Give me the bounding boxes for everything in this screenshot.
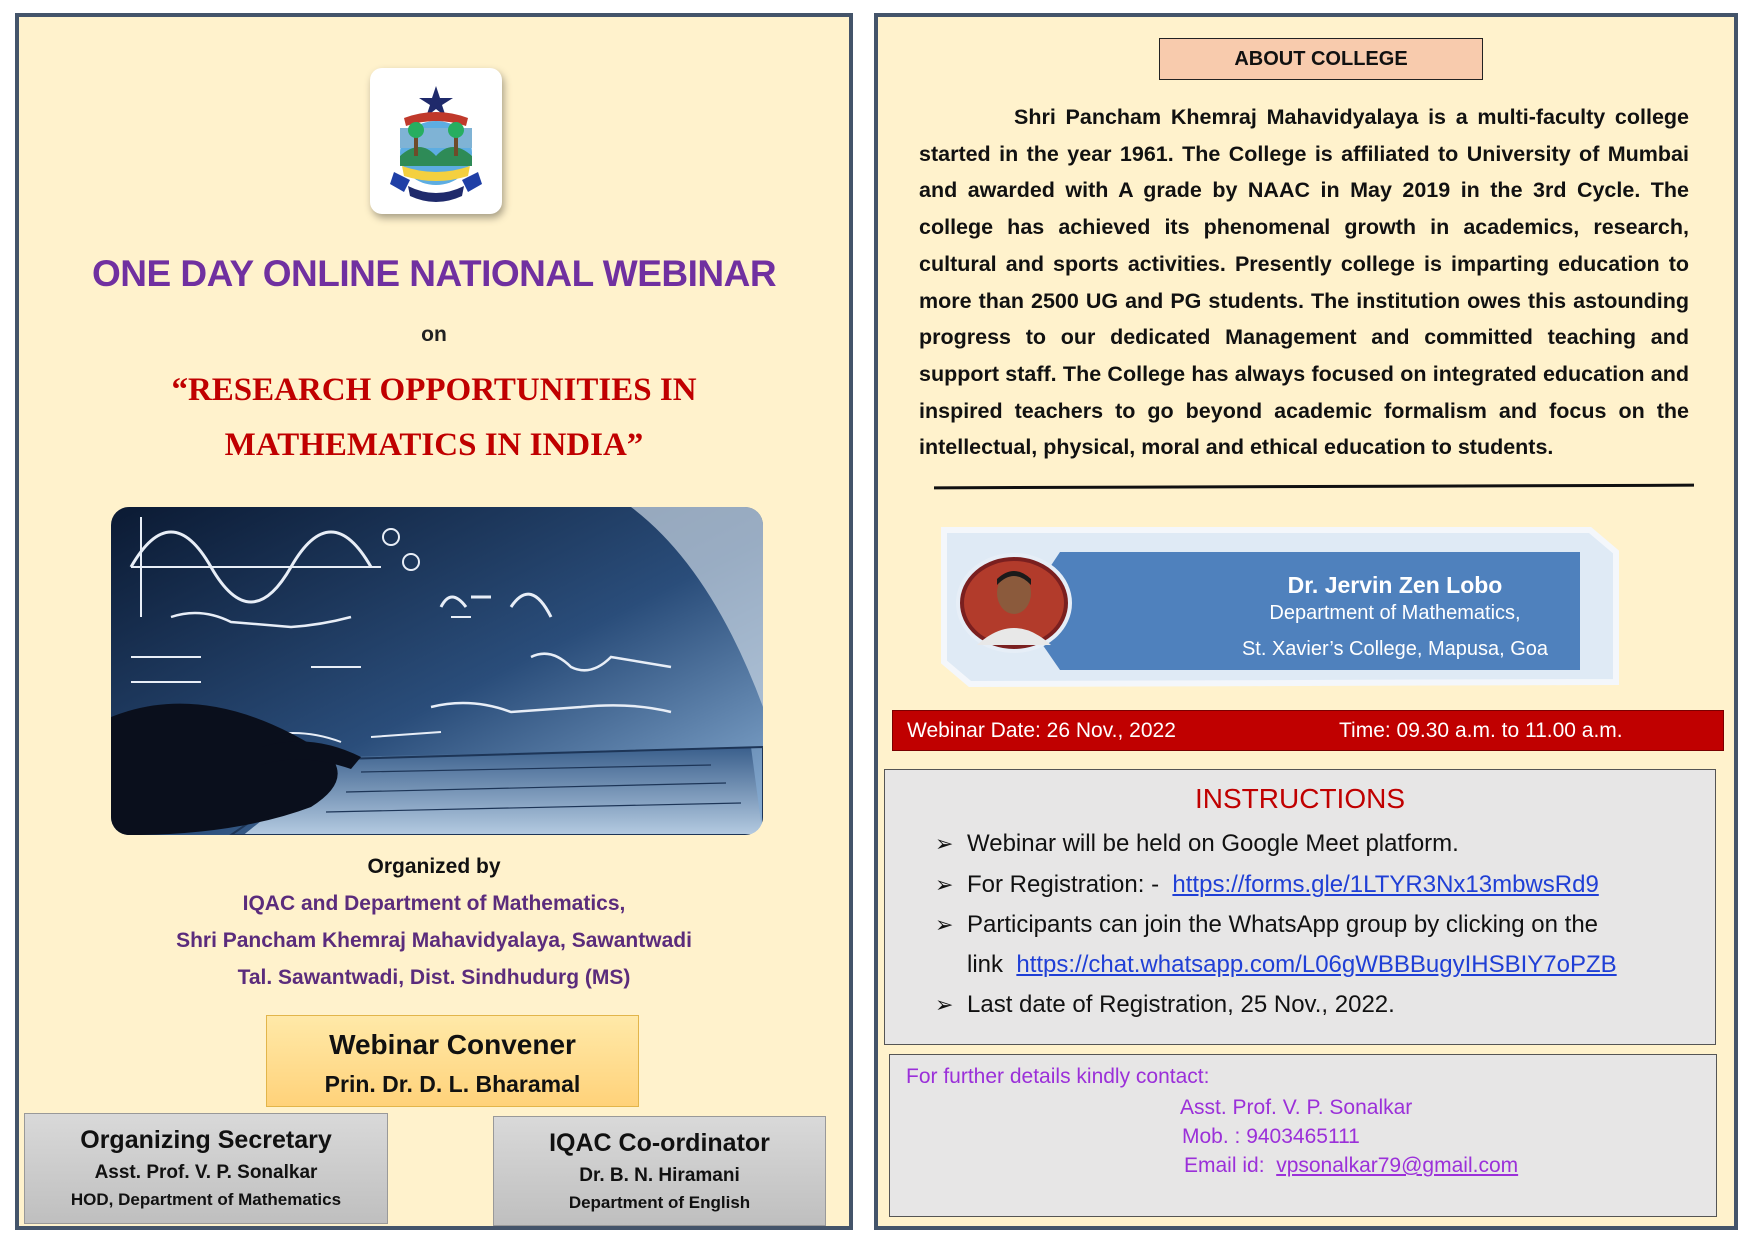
- left-panel: [15, 13, 853, 1230]
- instruction-item: ➢ Participants can join the WhatsApp group by clicking on the: [935, 911, 1599, 938]
- speaker-photo: [955, 553, 1073, 653]
- webinar-date-bar: [892, 710, 1724, 751]
- webinar-topic: “RESEARCH OPPORTUNITIES IN MATHEMATICS IN INDIA”: [171, 372, 697, 463]
- convener-title: Webinar Convener: [329, 1029, 576, 1060]
- college-emblem-logo: [370, 68, 502, 214]
- secretary-dept: HOD, Department of Mathematics: [70, 1190, 342, 1209]
- arrowhead-bullet-icon: ➢: [935, 912, 954, 937]
- contact-heading: For further details kindly contact:: [906, 1065, 1210, 1088]
- convener-box: [266, 1015, 639, 1107]
- instructions-box: [884, 769, 1716, 1045]
- convener-name: Prin. Dr. D. L. Bharamal: [324, 1071, 581, 1097]
- webinar-time: Time: 09.30 a.m. to 11.00 a.m.: [1339, 719, 1623, 742]
- divider: [934, 484, 1694, 490]
- speaker-department: Department of Mathematics,: [1269, 602, 1521, 624]
- speaker-college: St. Xavier’s College, Mapusa, Goa: [1241, 638, 1549, 660]
- coordinator-dept: Department of English: [568, 1193, 751, 1212]
- secretary-name: Asst. Prof. V. P. Sonalkar: [94, 1162, 318, 1183]
- contact-name: Asst. Prof. V. P. Sonalkar: [1180, 1096, 1413, 1119]
- organized-by-label: Organized by: [367, 855, 501, 878]
- speaker-name: Dr. Jervin Zen Lobo: [1287, 572, 1503, 598]
- contact-email-link[interactable]: vpsonalkar79@gmail.com: [1276, 1154, 1519, 1177]
- arrowhead-bullet-icon: ➢: [935, 831, 954, 856]
- instruction-item: ➢ Last date of Registration, 25 Nov., 2022.: [935, 991, 1395, 1018]
- coordinator-title: IQAC Co-ordinator: [549, 1129, 770, 1157]
- right-panel: [874, 13, 1738, 1230]
- contact-email-row: Email id: vpsonalkar79@gmail.com: [1184, 1154, 1519, 1177]
- contact-mobile: Mob. : 9403465111: [1182, 1125, 1360, 1148]
- college-logo: [370, 68, 502, 214]
- whatsapp-group-link[interactable]: https://chat.whatsapp.com/L06gWBBBugyIHSBIY7oPZB: [1016, 951, 1617, 978]
- about-college-heading: ABOUT COLLEGE: [1159, 38, 1483, 80]
- instruction-item: ➢ For Registration: - https://forms.gle/1LTYR3Nx13mbwsRd9: [935, 871, 1599, 898]
- organizing-secretary-box: [24, 1113, 388, 1224]
- secretary-title: Organizing Secretary: [80, 1126, 332, 1154]
- webinar-date: Webinar Date: 26 Nov., 2022: [907, 719, 1176, 742]
- instruction-item-continued: link https://chat.whatsapp.com/L06gWBBBugyIHSBIY7oPZB: [967, 951, 1617, 978]
- organizer-line: IQAC and Department of Mathematics,: [242, 892, 626, 915]
- contact-box: [889, 1054, 1717, 1217]
- registration-link[interactable]: https://forms.gle/1LTYR3Nx13mbwsRd9: [1172, 871, 1599, 898]
- arrowhead-bullet-icon: ➢: [935, 872, 954, 897]
- on-text: on: [421, 323, 447, 346]
- mathematics-laptop-image: [111, 507, 763, 835]
- arrowhead-bullet-icon: ➢: [935, 992, 954, 1017]
- coordinator-name: Dr. B. N. Hiramani: [579, 1165, 740, 1186]
- instructions-title: INSTRUCTIONS: [1195, 783, 1405, 814]
- instruction-item: ➢ Webinar will be held on Google Meet platform.: [935, 830, 1459, 857]
- organizer-line: Tal. Sawantwadi, Dist. Sindhudurg (MS): [237, 966, 631, 989]
- about-college-text: Shri Pancham Khemraj Mahavidyalaya is a multi-faculty college started in the year 1961. The College is affiliated to University of Mumbai and awarded with A grade by NAAC in May 2019 in the 3rd Cycle. The college has achieved its phenomenal growth in academics, research, cultural and sports activities. Presently college is imparting education to more than 2500 UG and PG students. The institution owes this astounding progress to our dedicated Management and committed teaching and support staff. The College has always focused on integrated education and inspired teachers to go beyond academic formalism and focus on the intellectual, physical, moral and ethical education to students.: [919, 105, 1689, 460]
- webinar-title: ONE DAY ONLINE NATIONAL WEBINAR: [91, 253, 777, 294]
- iqac-coordinator-box: [493, 1116, 826, 1226]
- speaker-card: [940, 522, 1620, 692]
- organizer-line: Shri Pancham Khemraj Mahavidyalaya, Sawantwadi: [176, 929, 692, 952]
